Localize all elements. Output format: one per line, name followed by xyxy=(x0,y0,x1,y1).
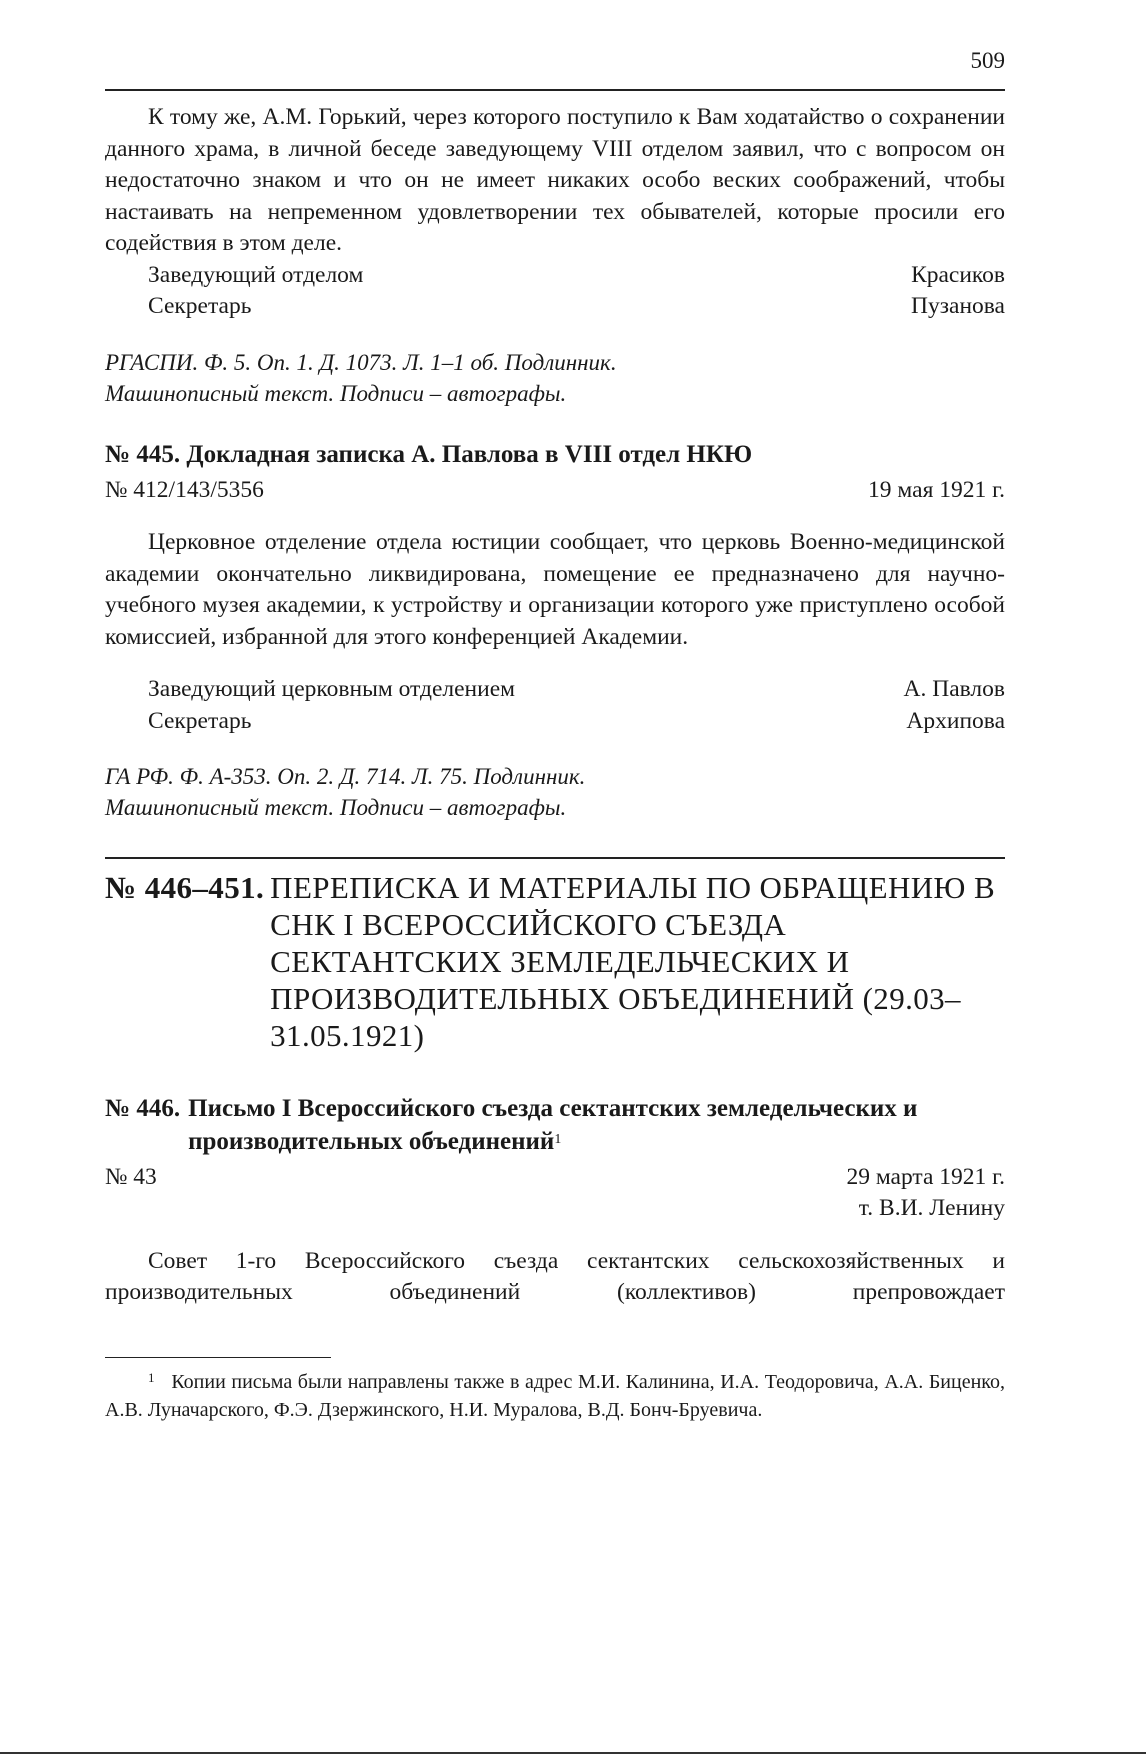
document-page xyxy=(105,0,1005,1758)
signature-name: Архипова xyxy=(906,707,1005,734)
signature-row xyxy=(105,706,1005,738)
doc-445-paragraph: Церковное отделение отдела юстиции сообщает, что церковь Военно-медицинской академии окончательно ликвидирована, помещение ее предназначено для научно-учебного музея академии, к устройству и организации которого уже приступлено особой комиссией, избранной для этого конференцией Академии. xyxy=(105,529,1005,650)
signature-role: Заведующий отделом xyxy=(148,261,364,288)
footnote-rule xyxy=(105,1357,331,1358)
doc-445-heading: № 445. Докладная записка А. Павлова в VIII отдел НКЮ xyxy=(105,440,753,468)
section-rule xyxy=(105,857,1005,859)
doc-date: 19 мая 1921 г. xyxy=(868,476,1005,503)
signature-row xyxy=(105,260,1005,292)
doc-date: 29 марта 1921 г. xyxy=(846,1163,1005,1190)
page-content xyxy=(105,102,1005,1424)
signature-role: Секретарь xyxy=(148,293,252,319)
signature-name: А. Павлов xyxy=(903,676,1005,702)
section-heading xyxy=(105,869,1005,1054)
doc-number: № 412/143/5356 xyxy=(105,476,264,503)
footnote-text: Копии письма были направлены также в адрес М.И. Калинина, И.А. Теодоровича, А.А. Биценко, А.В. Луначарского, Ф.Э. Дзержинского, Н.И. Муралова, В.Д. Бонч-Бруевича. xyxy=(105,1370,1005,1421)
doc-445-meta xyxy=(105,475,1005,507)
archive-source xyxy=(105,347,1005,409)
footnote-mark: 1 xyxy=(148,1369,155,1385)
intro-paragraph: К тому же, А.М. Горький, через которого поступило к Вам ходатайство о сохранении данного храма, в личной беседе заведующему VIII отделом заявил, что с вопросом он недостаточно знаком и что он не имеет никаких особо веских соображений, чтобы настаивать на непременном удовлетворении тех обывателей, которые просили его содействия в этом деле. xyxy=(105,104,1005,256)
signature-row xyxy=(105,674,1005,706)
source-line: ГА РФ. Ф. А-353. Оп. 2. Д. 714. Л. 75. Подлинник. xyxy=(105,764,586,789)
source-line: Машинописный текст. Подписи – автографы. xyxy=(105,380,567,406)
signature-name: Красиков xyxy=(911,261,1005,288)
doc-446-number: № 446. xyxy=(105,1094,181,1122)
doc-446-heading xyxy=(105,1092,1005,1158)
doc-446-title-text: Письмо I Всероссийского съезда сектантских земледельческих и производительных объединений xyxy=(188,1094,918,1155)
signature-name: Пузанова xyxy=(911,293,1005,319)
doc-number: № 43 xyxy=(105,1163,157,1190)
signature-row xyxy=(105,291,1005,323)
scan-edge xyxy=(0,1752,1146,1754)
signature-role: Заведующий церковным отделением xyxy=(148,676,516,702)
source-line: Машинописный текст. Подписи – автографы. xyxy=(105,795,567,820)
section-title: ПЕРЕПИСКА И МАТЕРИАЛЫ ПО ОБРАЩЕНИЮ В СНК I ВСЕРОССИЙСКОГО СЪЕЗДА СЕКТАНТСКИХ ЗЕМЛЕДЕЛЬЧЕСКИХ И ПРОИЗВОДИТЕЛЬНЫХ ОБЪЕДИНЕНИЙ (29.03–31.05.1921) xyxy=(270,869,996,1053)
section-number: № 446–451. xyxy=(105,869,265,905)
archive-source xyxy=(105,761,1005,823)
page-number: 509 xyxy=(970,48,1005,73)
source-line: РГАСПИ. Ф. 5. Оп. 1. Д. 1073. Л. 1–1 об. Подлинник. xyxy=(105,349,617,375)
header-rule xyxy=(105,89,1005,91)
footnote-reference[interactable]: 1 xyxy=(554,1131,562,1147)
doc-addressee: т. В.И. Ленину xyxy=(858,1195,1005,1221)
footnote xyxy=(105,1368,1005,1424)
doc-446-title xyxy=(188,1092,1005,1158)
doc-446-paragraph: Совет 1-го Всероссийского съезда сектантских сельскохозяйственных и производительных объединений (коллективов) препровождает xyxy=(105,1247,1005,1305)
signature-role: Секретарь xyxy=(148,707,252,734)
doc-446-meta xyxy=(105,1162,1005,1194)
